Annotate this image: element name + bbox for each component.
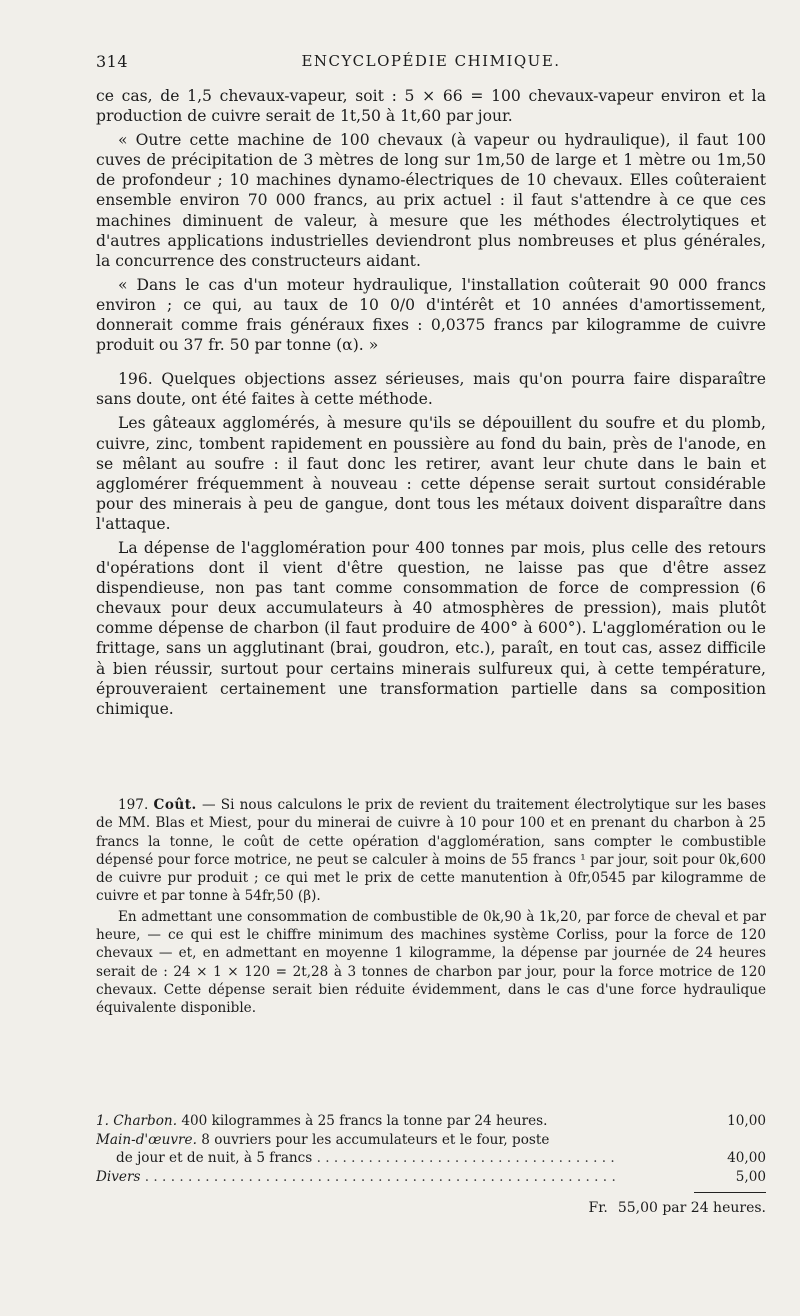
section-197	[96, 796, 766, 1020]
paragraph: La dépense de l'agglomération pour 400 tonnes par mois, plus celle des retours d'opérations dont il vient d'être question, ne laisse pas que d'être assez dispendieuse, non pas tant comme consommation de force de compression (6 chevaux pour deux accumulateurs à 40 atmosphères de pression), mais plutôt comme dépense de charbon (il faut produire de 400° à 600°). L'agglomération ou le frittage, sans un agglutinant (brai, goudron, etc.), paraît, en tout cas, assez difficile à bien réussir, surtout pour certains minerais sulfureux qui, à cette température, éprouveraient certainement une transformation partielle dans sa composition chimique.	[96, 538, 766, 718]
section-number: 197.	[118, 797, 149, 813]
paragraph: « Dans le cas d'un moteur hydraulique, l'installation coûterait 90 000 francs environ ; ce qui, au taux de 10 0/0 d'intérêt et 10 années d'amortissement, donnerait comme frais généraux fixes : 0,0375 francs par kilogramme de cuivre produit ou 37 fr. 50 par tonne (α). »	[96, 275, 766, 355]
cost-total	[96, 1199, 766, 1218]
cost-label-italic: Main-d'œuvre.	[96, 1131, 197, 1148]
main-text	[96, 86, 766, 723]
cost-value: 40,00	[727, 1150, 766, 1167]
dot-leader: . . . . . . . . . . . . . . . . . . . . . . . . . . . . . . . . . . . . . . . . . . . . . . . . . . . . . . .	[140, 1168, 616, 1185]
total-value: 55,00 par 24 heures.	[617, 1200, 766, 1217]
running-title: ENCYCLOPÉDIE CHIMIQUE.	[301, 52, 561, 70]
cost-table	[96, 1112, 766, 1218]
paragraph: ce cas, de 1,5 chevaux-vapeur, soit : 5 × 66 = 100 chevaux-vapeur environ et la production de cuivre serait de 1t,50 à 1t,60 par jour.	[96, 87, 766, 126]
section-197-paragraph	[96, 796, 766, 906]
cost-value: 5,00	[735, 1168, 766, 1185]
cost-label-italic: 1. Charbon.	[96, 1113, 178, 1129]
cost-label-italic: Divers	[96, 1168, 141, 1185]
cost-row	[96, 1112, 766, 1131]
cost-label-text: de jour et de nuit, à 5 francs	[116, 1150, 313, 1167]
cost-value: 10,00	[727, 1113, 766, 1129]
cost-row	[96, 1131, 766, 1150]
cost-label-text: 400 kilogrammes à 25 francs la tonne par 24 heures.	[177, 1113, 548, 1129]
cost-row	[96, 1149, 766, 1168]
cost-label-text: 8 ouvriers pour les accumulateurs et le four, poste	[196, 1131, 550, 1148]
section-197-text: — Si nous calculons le prix de revient du traitement électrolytique sur les bases de MM. Blas et Miest, pour du minerai de cuivre à 10 pour 100 et en prenant du charbon à 25 francs la tonne, le coût de cette opération d'agglomération, sans compter le combustible dépensé pour force motrice, ne peut se calculer à moins de 55 francs ¹ par jour, soit pour 0k,600 de cuivre pur produit ; ce qui met le prix de cette manutention à 0fr,0545 par kilogramme de cuivre et par tonne à 54fr,50 (β).	[96, 797, 766, 905]
total-rule	[694, 1192, 766, 1193]
dot-leader: . . . . . . . . . . . . . . . . . . . . . . . . . . . . . . . . . . .	[312, 1150, 615, 1167]
page-number: 314	[96, 52, 129, 71]
paragraph: Les gâteaux agglomérés, à mesure qu'ils se dépouillent du soufre et du plomb, cuivre, zinc, tombent rapidement en poussière au fond du bain, près de l'anode, en se mêlant au soufre : il faut donc les retirer, avant leur chute dans le bain et agglomérer fréquemment à nouveau : cette dépense serait surtout considérable pour des minerais à peu de gangue, dont tous les métaux doivent disparaître dans l'attaque.	[96, 414, 766, 533]
section-runin-title: Coût.	[153, 797, 197, 813]
paragraph: En admettant une consommation de combustible de 0k,90 à 1k,20, par force de cheval et par heure, — ce qui est le chiffre minimum des machines système Corliss, pour la force de 120 chevaux — et, en admettant en moyenne 1 kilogramme, la dépense par journée de 24 heures serait de : 24 × 1 × 120 = 2t,28 à 3 tonnes de charbon par jour, pour la force motrice de 120 chevaux. Cette dépense serait bien réduite évidemment, dans le cas d'une force hydraulique équivalente disponible.	[96, 908, 766, 1017]
total-prefix: Fr.	[588, 1200, 608, 1217]
cost-row	[96, 1168, 766, 1187]
page-header	[96, 52, 766, 82]
paragraph: « Outre cette machine de 100 chevaux (à vapeur ou hydraulique), il faut 100 cuves de précipitation de 3 mètres de long sur 1m,50 de large et 1 mètre ou 1m,50 de profondeur ; 10 machines dynamo-électriques de 10 chevaux. Elles coûteraient ensemble environ 70 000 francs, au prix actuel : il faut s'attendre à ce que ces machines diminuent de valeur, à mesure que les méthodes électrolytiques et d'autres applications industrielles deviendront plus nombreuses et plus générales, la concurrence des constructeurs aidant.	[96, 131, 766, 270]
paragraph-section-196: 196. Quelques objections assez sérieuses, mais qu'on pourra faire disparaître sans doute, ont été faites à cette méthode.	[96, 370, 766, 409]
